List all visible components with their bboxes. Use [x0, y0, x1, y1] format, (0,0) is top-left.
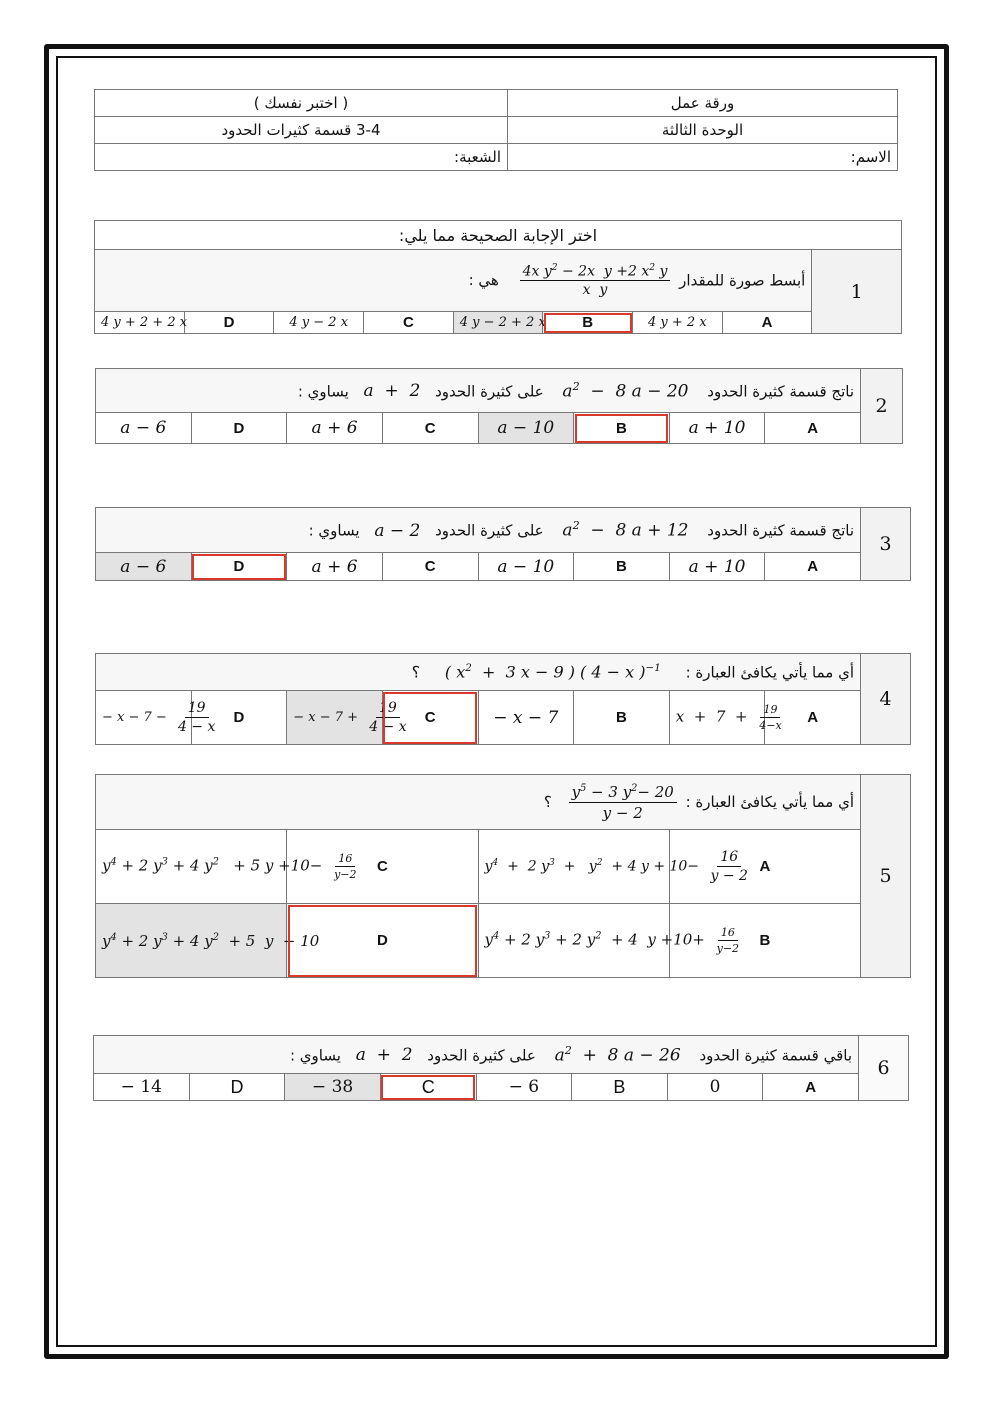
option-letter-c[interactable]: C [380, 1074, 476, 1101]
option-letter-a[interactable]: A [765, 413, 861, 444]
question-3 [95, 507, 911, 581]
unit-label: الوحدة الثالثة [508, 117, 898, 144]
option-letter-c[interactable]: C [287, 830, 478, 904]
question-text-start: ناتج قسمة كثيرة الحدود [707, 521, 854, 540]
expression-fraction: $\frac{4x y^2 - 2x y +2 x^2 y}{\text{x y}}$ [520, 263, 671, 299]
option-b[interactable]: a − 10 [478, 413, 574, 444]
option-letter-c[interactable]: C [382, 553, 478, 581]
question-text-end: يساوي : [297, 382, 349, 401]
option-letter-b[interactable]: B [574, 691, 670, 745]
option-a[interactable]: x + 7 + $\frac{19}{4-x}$ [669, 691, 765, 745]
option-b[interactable]: 4 y − 2 + 2 x [453, 312, 543, 334]
option-letter-d[interactable]: D [191, 553, 287, 581]
option-a[interactable]: 0 [667, 1074, 763, 1101]
instructions: اختر الإجابة الصحيحة مما يلي: [95, 221, 902, 250]
worksheet-title: ورقة عمل [508, 90, 898, 117]
option-letter-d[interactable]: D [191, 691, 287, 745]
question-number: 6 [859, 1036, 909, 1101]
option-a[interactable]: 4 y + 2 x [633, 312, 723, 334]
option-c[interactable]: $y^4 + 2$ $y^3 + 4$ $y^2 + 5$ y +10− $\frac{16}{y-2}$ [96, 830, 287, 904]
option-letter-a[interactable]: A [669, 830, 860, 904]
option-letter-a[interactable]: A [765, 691, 861, 745]
question-text-label: أي مما يأتي يكافئ العبارة : [685, 792, 854, 811]
option-c[interactable]: a + 6 [287, 413, 383, 444]
option-letter-c[interactable]: C [382, 691, 478, 745]
question-text-end: يساوي : [308, 521, 360, 540]
question-text: أي مما يأتي يكافئ العبارة : ( $x^2 + 3$ x − 9 ) ( 4 − x )$^{-1}$ ؟ [96, 654, 861, 691]
option-letter-b[interactable]: B [574, 413, 670, 444]
name-field[interactable]: الاسم: [508, 144, 898, 171]
question-text: ناتج قسمة كثيرة الحدود $a^2 - 8$ a + 12 على كثيرة الحدود a − 2 يساوي : [96, 508, 861, 553]
question-4 [95, 653, 911, 745]
option-letter-d[interactable]: D [287, 904, 478, 978]
option-letter-d[interactable]: D [191, 413, 287, 444]
question-prefix: أبسط صورة للمقدار [679, 271, 806, 289]
option-letter-a[interactable]: A [763, 1074, 859, 1101]
question-number: 5 [861, 775, 911, 978]
question-suffix: هي : [468, 271, 499, 289]
self-test-label: ( اختبر نفسك ) [95, 90, 508, 117]
lesson-title: 3-4 قسمة كثيرات الحدود [95, 117, 508, 144]
option-d[interactable]: − 14 [94, 1074, 190, 1101]
question-text: ناتج قسمة كثيرة الحدود $a^2 - 8$ a − 20 على كثيرة الحدود a + 2 يساوي : [96, 369, 861, 413]
option-letter-b[interactable]: B [669, 904, 860, 978]
option-d[interactable]: $y^4 + 2$ $y^3 + 4$ $y^2 + 5$ y + 10 [96, 904, 287, 978]
option-letter-b[interactable]: B [572, 1074, 668, 1101]
option-d[interactable]: 4 y + 2 + 2 x [95, 312, 185, 334]
question-text-mid: على كثيرة الحدود [427, 1046, 536, 1065]
option-letter-a[interactable]: A [722, 312, 812, 334]
question-text: باقي قسمة كثيرة الحدود $a^2 + 8$ a − 26 على كثيرة الحدود a + 2 يساوي : [94, 1036, 859, 1074]
question-text-start: ناتج قسمة كثيرة الحدود [707, 382, 854, 401]
question-text-label: أي مما يأتي يكافئ العبارة : [685, 663, 854, 682]
option-d[interactable]: − x − 7 − $\frac{19}{4 - x}$ [96, 691, 192, 745]
option-b[interactable]: − x − 7 [478, 691, 574, 745]
option-d[interactable]: a − 6 [96, 553, 192, 581]
question-5 [95, 774, 911, 978]
question-text-start: باقي قسمة كثيرة الحدود [699, 1046, 852, 1065]
option-letter-c[interactable]: C [382, 413, 478, 444]
question-number: 1 [812, 250, 902, 334]
question-text-mid: على كثيرة الحدود [435, 521, 544, 540]
option-a[interactable]: a + 10 [669, 553, 765, 581]
question-text: أي مما يأتي يكافئ العبارة : $\frac{y^5 - 3 y^2- 20}{y - 2}$ ؟ [96, 775, 861, 830]
option-b[interactable]: − 6 [476, 1074, 572, 1101]
option-letter-b[interactable]: B [574, 553, 670, 581]
option-c[interactable]: − x − 7 + $\frac{19}{4 - x}$ [287, 691, 383, 745]
option-b[interactable]: a − 10 [478, 553, 574, 581]
option-letter-d[interactable]: D [184, 312, 274, 334]
question-1 [94, 220, 902, 334]
question-number: 4 [861, 654, 911, 745]
option-b[interactable]: $y^4 + 2$ $y^3 + 2$ $y^2 + 4$ y +10+ $\frac{16}{y-2}$ [478, 904, 669, 978]
question-text-end: يساوي : [289, 1046, 341, 1065]
option-letter-d[interactable]: D [189, 1074, 285, 1101]
option-letter-b[interactable]: B [543, 312, 633, 334]
option-letter-c[interactable]: C [364, 312, 454, 334]
option-c[interactable]: a + 6 [287, 553, 383, 581]
question-6 [93, 1035, 909, 1101]
option-a[interactable]: $y^4 + 2$ $y^3 + y^2 + 4$ y + 10− $\frac{16}{y - 2}$ [478, 830, 669, 904]
option-a[interactable]: a + 10 [669, 413, 765, 444]
question-2 [95, 368, 903, 444]
question-number: 3 [861, 508, 911, 581]
section-field[interactable]: الشعبة: [95, 144, 508, 171]
worksheet-header [94, 89, 898, 171]
question-text [95, 250, 812, 312]
option-c[interactable]: 4 y − 2 x [274, 312, 364, 334]
question-number: 2 [861, 369, 903, 444]
question-text-mid: على كثيرة الحدود [435, 382, 544, 401]
option-letter-a[interactable]: A [765, 553, 861, 581]
option-d[interactable]: a − 6 [96, 413, 192, 444]
option-c[interactable]: − 38 [285, 1074, 381, 1101]
